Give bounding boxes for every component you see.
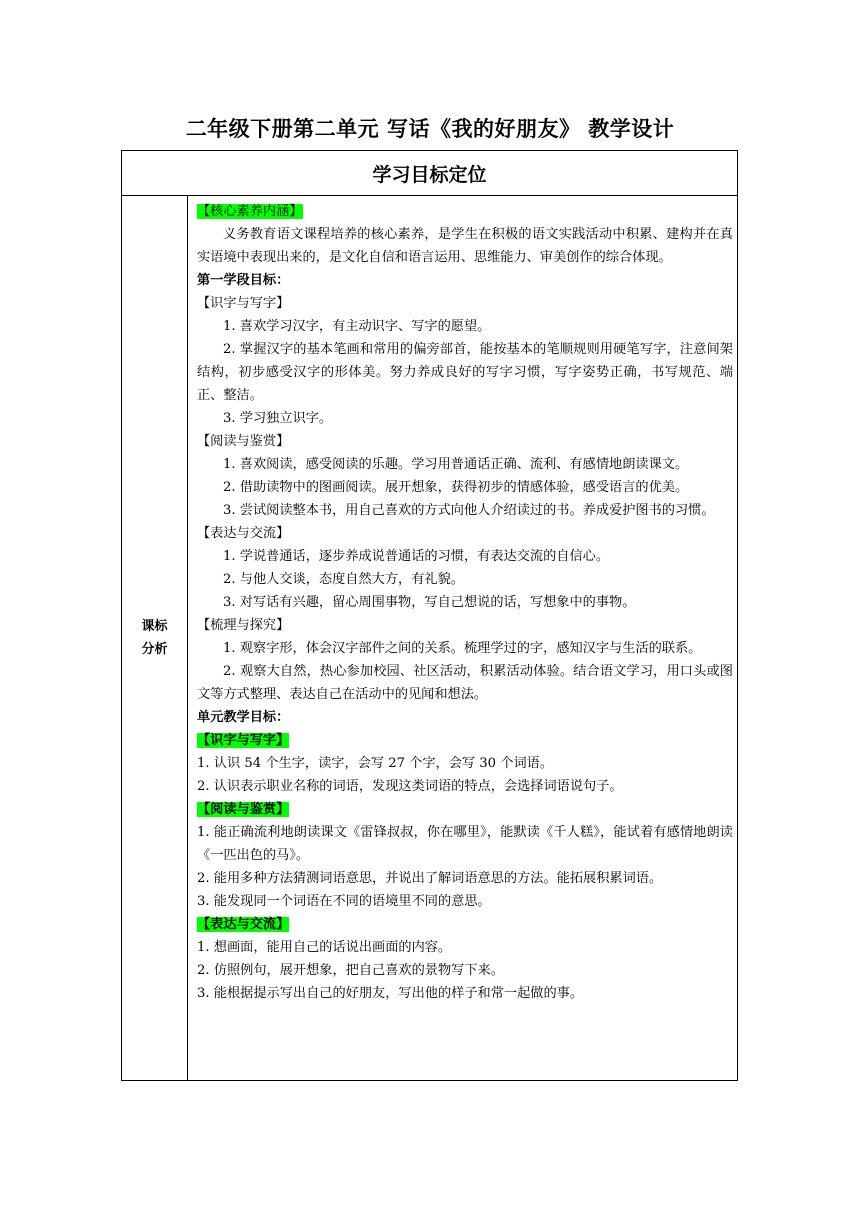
unit-item: 1. 能正确流利地朗读课文《雷锋叔叔，你在哪里》，能默读《千人糕》，能试着有感情地朗读《一匹出色的马》。 <box>197 825 733 863</box>
stage-item: 3. 尝试阅读整本书，用自己喜欢的方式向他人介绍读过的书。养成爱护图书的习惯。 <box>223 503 715 518</box>
stage-section-title: 【表达与交流】 <box>197 526 290 541</box>
table-header: 学习目标定位 <box>122 151 737 196</box>
document-title: 二年级下册第二单元 写话《我的好朋友》 教学设计 <box>185 117 675 141</box>
unit-item: 1. 想画面，能用自己的话说出画面的内容。 <box>197 940 452 955</box>
unit-item: 3. 能根据提示写出自己的好朋友，写出他的样子和常一起做的事。 <box>197 986 584 1001</box>
unit-section-title: 【识字与写字】 <box>197 733 290 748</box>
core-literacy-label: 【核心素养内涵】 <box>197 204 303 219</box>
stage-section-title: 【阅读与鉴赏】 <box>197 434 290 449</box>
stage-item: 1. 学说普通话，逐步养成说普通话的习惯，有表达交流的自信心。 <box>223 549 610 564</box>
objectives-table <box>121 150 738 1081</box>
unit-section-title: 【表达与交流】 <box>197 917 290 932</box>
stage-item: 3. 学习独立识字。 <box>223 411 333 426</box>
row-label-cell <box>122 196 188 1080</box>
unit-section-title: 【阅读与鉴赏】 <box>197 802 290 817</box>
core-literacy-text: 义务教育语文课程培养的核心素养，是学生在积极的语文实践活动中积累、建构并在真实语境中表现出来的，是文化自信和语言运用、思维能力、审美创作的综合体现。 <box>197 227 733 265</box>
unit-item: 1. 认识 54 个生字，读字，会写 27 个字，会写 30 个词语。 <box>197 756 554 771</box>
unit-item: 2. 认识表示职业名称的词语，发现这类词语的特点，会选择词语说句子。 <box>197 779 623 794</box>
unit-item: 3. 能发现同一个词语在不同的语境里不同的意思。 <box>197 894 491 909</box>
row-label: 课标分析 <box>141 619 168 657</box>
stage-item: 3. 对写话有兴趣，留心周围事物，写自己想说的话，写想象中的事物。 <box>223 595 636 610</box>
stage-goals-heading: 第一学段目标： <box>197 273 290 288</box>
stage-item: 2. 观察大自然，热心参加校园、社区活动，积累活动体验。结合语文学习，用口头或图文等方式整理、表达自己在活动中的见闻和想法。 <box>197 664 733 702</box>
unit-item: 2. 能用多种方法猜测词语意思，并说出了解词语意思的方法。能拓展积累词语。 <box>197 871 663 886</box>
stage-section-title: 【识字与写字】 <box>197 296 290 311</box>
unit-goals-heading: 单元教学目标： <box>197 710 290 725</box>
stage-item: 1. 喜欢阅读，感受阅读的乐趣。学习用普通话正确、流利、有感情地朗读课文。 <box>223 457 689 472</box>
stage-item: 2. 借助读物中的图画阅读。展开想象，获得初步的情感体验，感受语言的优美。 <box>223 480 689 495</box>
unit-item: 2. 仿照例句，展开想象，把自己喜欢的景物写下来。 <box>197 963 504 978</box>
content-cell <box>197 200 733 1005</box>
stage-item: 1. 喜欢学习汉字，有主动识字、写字的愿望。 <box>223 319 491 334</box>
stage-item: 2. 掌握汉字的基本笔画和常用的偏旁部首，能按基本的笔顺规则用硬笔写字，注意间架结构，初步感受汉字的形体美。努力养成良好的写字习惯，写字姿势正确，书写规范、端正、整洁。 <box>197 342 733 403</box>
stage-section-title: 【梳理与探究】 <box>197 618 290 633</box>
stage-item: 1. 观察字形，体会汉字部件之间的关系。梳理学过的字，感知汉字与生活的联系。 <box>223 641 702 656</box>
stage-item: 2. 与他人交谈，态度自然大方，有礼貌。 <box>223 572 464 587</box>
